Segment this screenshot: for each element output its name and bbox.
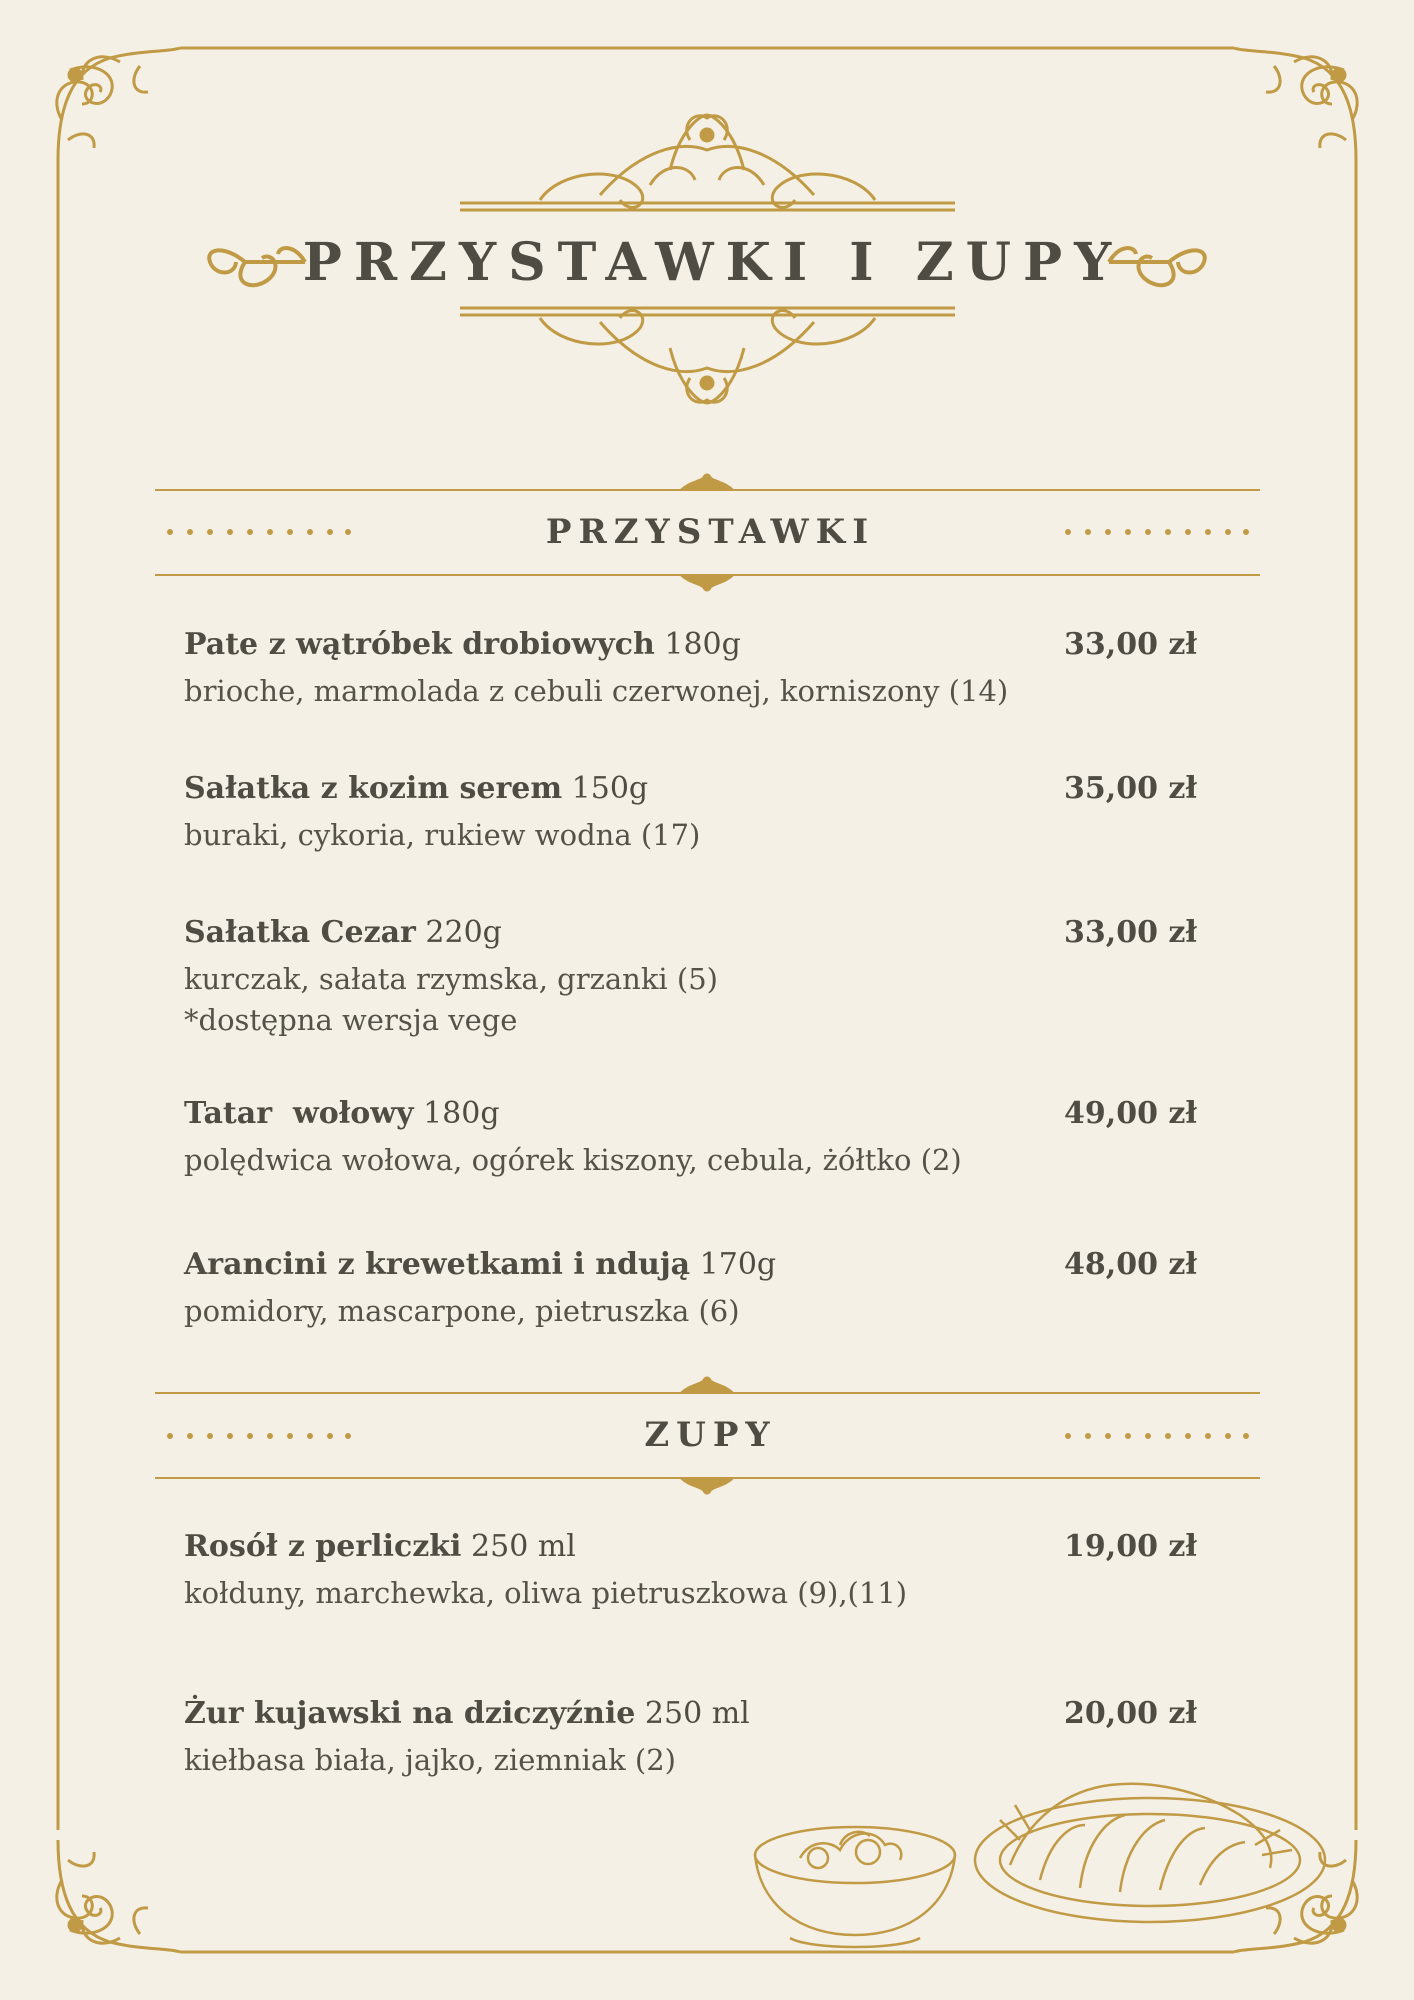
roast-plate-icon [975,1784,1325,1922]
menu-item-title [184,625,1214,665]
menu-item [184,625,1214,717]
menu-item-name: Pate z wątróbek drobiowych [184,627,655,662]
menu-item-weight: 250 ml [644,1696,750,1731]
menu-item [184,1094,1214,1186]
menu-item-title [184,1094,1214,1134]
soup-bowl-icon [755,1827,955,1947]
menu-item-name: Sałatka Cezar [184,915,416,950]
menu-item-weight: 250 ml [471,1529,576,1564]
menu-item-description: pomidory, mascarpone, pietruszka (6) [184,1294,740,1328]
menu-item-price: 49,00 zł [1064,1096,1197,1131]
menu-item-description: kołduny, marchewka, oliwa pietruszkowa (9),(11) [184,1576,908,1610]
menu-item [184,1527,1214,1619]
menu-item-title [184,769,1214,809]
menu-item [184,1245,1214,1337]
menu-item-name: Rosół z perliczki [184,1529,462,1564]
menu-item [184,769,1214,861]
menu-item-description: brioche, marmolada z cebuli czerwonej, korniszony (14) [184,674,1009,708]
menu-item-description: polędwica wołowa, ogórek kiszony, cebula, żółtko (2) [184,1143,962,1177]
menu-item [184,1694,1214,1786]
menu-item-title [184,1694,1214,1734]
menu-item-note: *dostępna wersja vege [184,1003,518,1037]
title-flourish-top [460,115,955,210]
menu-item-name: Żur kujawski na dziczyźnie [184,1696,636,1731]
menu-item-description: buraki, cykoria, rukiew wodna (17) [184,818,701,852]
menu-item-price: 35,00 zł [1064,771,1197,806]
title-flourish-bottom [460,308,955,403]
menu-item-title [184,1245,1214,1285]
menu-item-weight: 150g [571,771,649,806]
menu-item-price: 20,00 zł [1064,1696,1197,1731]
menu-item-name: Arancini z krewetkami i ndują [184,1247,691,1282]
menu-item-price: 33,00 zł [1064,627,1197,662]
section-heading-zupy: ZUPY [644,1415,777,1455]
menu-item [184,913,1214,1039]
menu-item-weight: 170g [699,1247,777,1282]
menu-item-weight: 220g [425,915,502,950]
menu-item-title [184,1527,1214,1567]
corner-ornament-bottom-left [57,1840,180,1952]
menu-item-weight: 180g [423,1096,500,1131]
section-heading-przystawki: PRZYSTAWKI [545,512,876,552]
menu-item-description: kiełbasa biała, jajko, ziemniak (2) [184,1743,676,1777]
menu-item-name: Tatar wołowy [184,1096,414,1131]
menu-item-title [184,913,1214,953]
menu-item-name: Sałatka z kozim serem [184,771,563,806]
corner-ornament-top-right [1234,48,1357,160]
menu-item-description: kurczak, sałata rzymska, grzanki (5) [184,962,718,996]
page-title: PRZYSTAWKI I ZUPY [302,232,1124,293]
menu-item-price: 19,00 zł [1064,1529,1197,1564]
menu-item-price: 33,00 zł [1064,915,1197,950]
corner-ornament-top-left [57,48,180,160]
corner-ornament-bottom-right [1234,1840,1357,1952]
menu-item-price: 48,00 zł [1064,1247,1197,1282]
menu-item-weight: 180g [664,627,741,662]
